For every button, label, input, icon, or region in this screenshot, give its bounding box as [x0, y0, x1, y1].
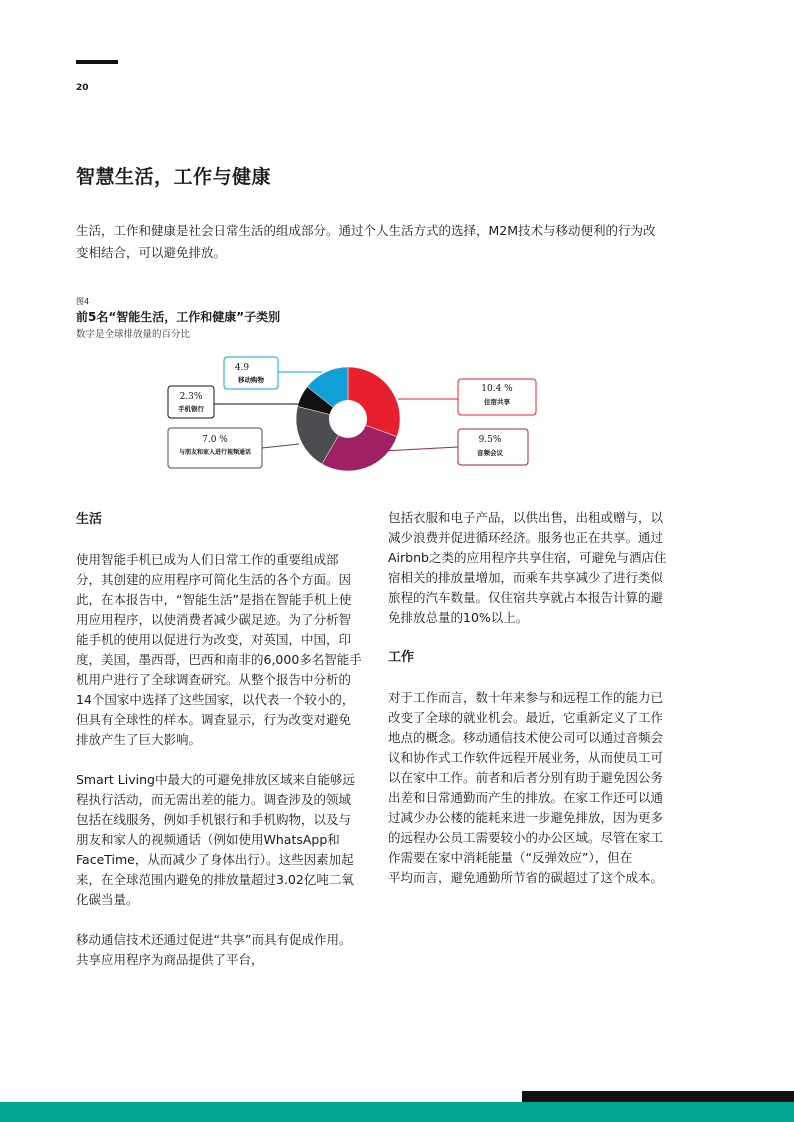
leader-line-video: [262, 444, 299, 448]
donut-chart: [0, 340, 794, 480]
value-label-audio: 9.5%: [478, 435, 502, 445]
top-rule: [76, 60, 118, 64]
intro-paragraph: 生活，工作和健康是社会日常生活的组成部分。通过个人生活方式的选择，M2M技术与移动便利的行为改变相结合，可以避免排放。: [76, 223, 656, 260]
category-label-audio: 音频会议: [477, 449, 503, 457]
leader-line-audio: [382, 447, 458, 451]
column-left: [76, 510, 362, 970]
footer-bar-teal: [0, 1102, 794, 1122]
category-label-shopping: 移动购物: [238, 376, 264, 384]
category-label-accommodation: 住宿共享: [484, 398, 510, 406]
label-box-video: [168, 428, 262, 468]
value-label-video: 7.0 %: [202, 435, 228, 445]
category-label-banking: 手机银行: [178, 405, 204, 413]
label-box-banking: [168, 386, 214, 418]
section-heading-work: 工作: [388, 650, 415, 665]
figure-subtitle: 数字是全球排放量的百分比: [76, 329, 191, 340]
figure-title: 前5名“智能生活，工作和健康”子类别: [76, 310, 281, 324]
section-heading-life: 生活: [76, 512, 103, 527]
life-paragraph-1: 使用智能手机已成为人们日常工作的重要组成部分，其创建的应用程序可简化生活的各个方面。因此，在本报告中，“智能生活”是指在智能手机上使用应用程序，以使消费者减少碳足迹。为了分析智能手机的使用以促进行为改变，对英国，中国，印度，美国，墨西哥，巴西和南非的6,000多名智能手机用户进行了全球调查研究。从整个报告中分析的14个国家中选择了这些国家，以代表一个较小的，但具有全球性的样本。调查显示，行为改变对避免排放产生了巨大影响。: [76, 552, 362, 747]
label-box-shopping: [224, 357, 278, 389]
value-label-banking: 2.3%: [179, 392, 203, 402]
column-right: [388, 508, 674, 888]
donut-hole: [329, 400, 367, 438]
life-paragraph-2: Smart Living中最大的可避免排放区域来自能够远程执行活动，而无需出差的能力。调查涉及的领域包括在线服务，例如手机银行和手机购物，以及与朋友和家人的视频通话（例如使用WhatsApp和FaceTime，从而减少了身体出行）。这些因素加起来，在全球范围内避免的排放量超过3.02亿吨二氧化碳当量。: [76, 772, 355, 907]
page-number: 20: [76, 83, 89, 93]
category-label-video: 与朋友和家人进行视频通话: [178, 449, 252, 456]
life-paragraph-3: 移动通信技术还通过促进“共享”而具有促成作用。共享应用程序为商品提供了平台，: [76, 932, 352, 967]
page-title: 智慧生活，工作与健康: [76, 166, 272, 188]
footer-bar-dark: [522, 1091, 794, 1102]
work-paragraph-2: 平均而言，避免通勤所节省的碳超过了这个成本。: [388, 870, 664, 885]
value-label-shopping: 4.9: [234, 363, 250, 373]
work-paragraph-1: 对于工作而言，数十年来参与和远程工作的能力已改变了全球的就业机会。最近，它重新定义了工作地点的概念。移动通信技术使公司可以通过音频会议和协作式工作软件远程开展业务，从而使员工可以在家中工作。前者和后者分别有助于避免因公务出差和日常通勤而产生的排放。在家工作还可以通过减少办公楼的能耗来进一步避免排放，因为更多的远程办公员工需要较小的办公区域。尽管在家工作需要在家中消耗能量（“反弹效应”），但在: [388, 690, 664, 865]
life-paragraph-3-continued: 包括衣服和电子产品，以供出售，出租或赠与，以减少浪费并促进循环经济。服务也正在共享。通过Airbnb之类的应用程序共享住宿，可避免与酒店住宿相关的排放量增加，而乘车共享减少了进行类似旅程的汽车数量。仅住宿共享就占本报告计算的避免排放总量的10%以上。: [388, 510, 667, 625]
value-label-accommodation: 10.4 %: [481, 384, 513, 394]
figure-number: 图4: [76, 297, 90, 306]
